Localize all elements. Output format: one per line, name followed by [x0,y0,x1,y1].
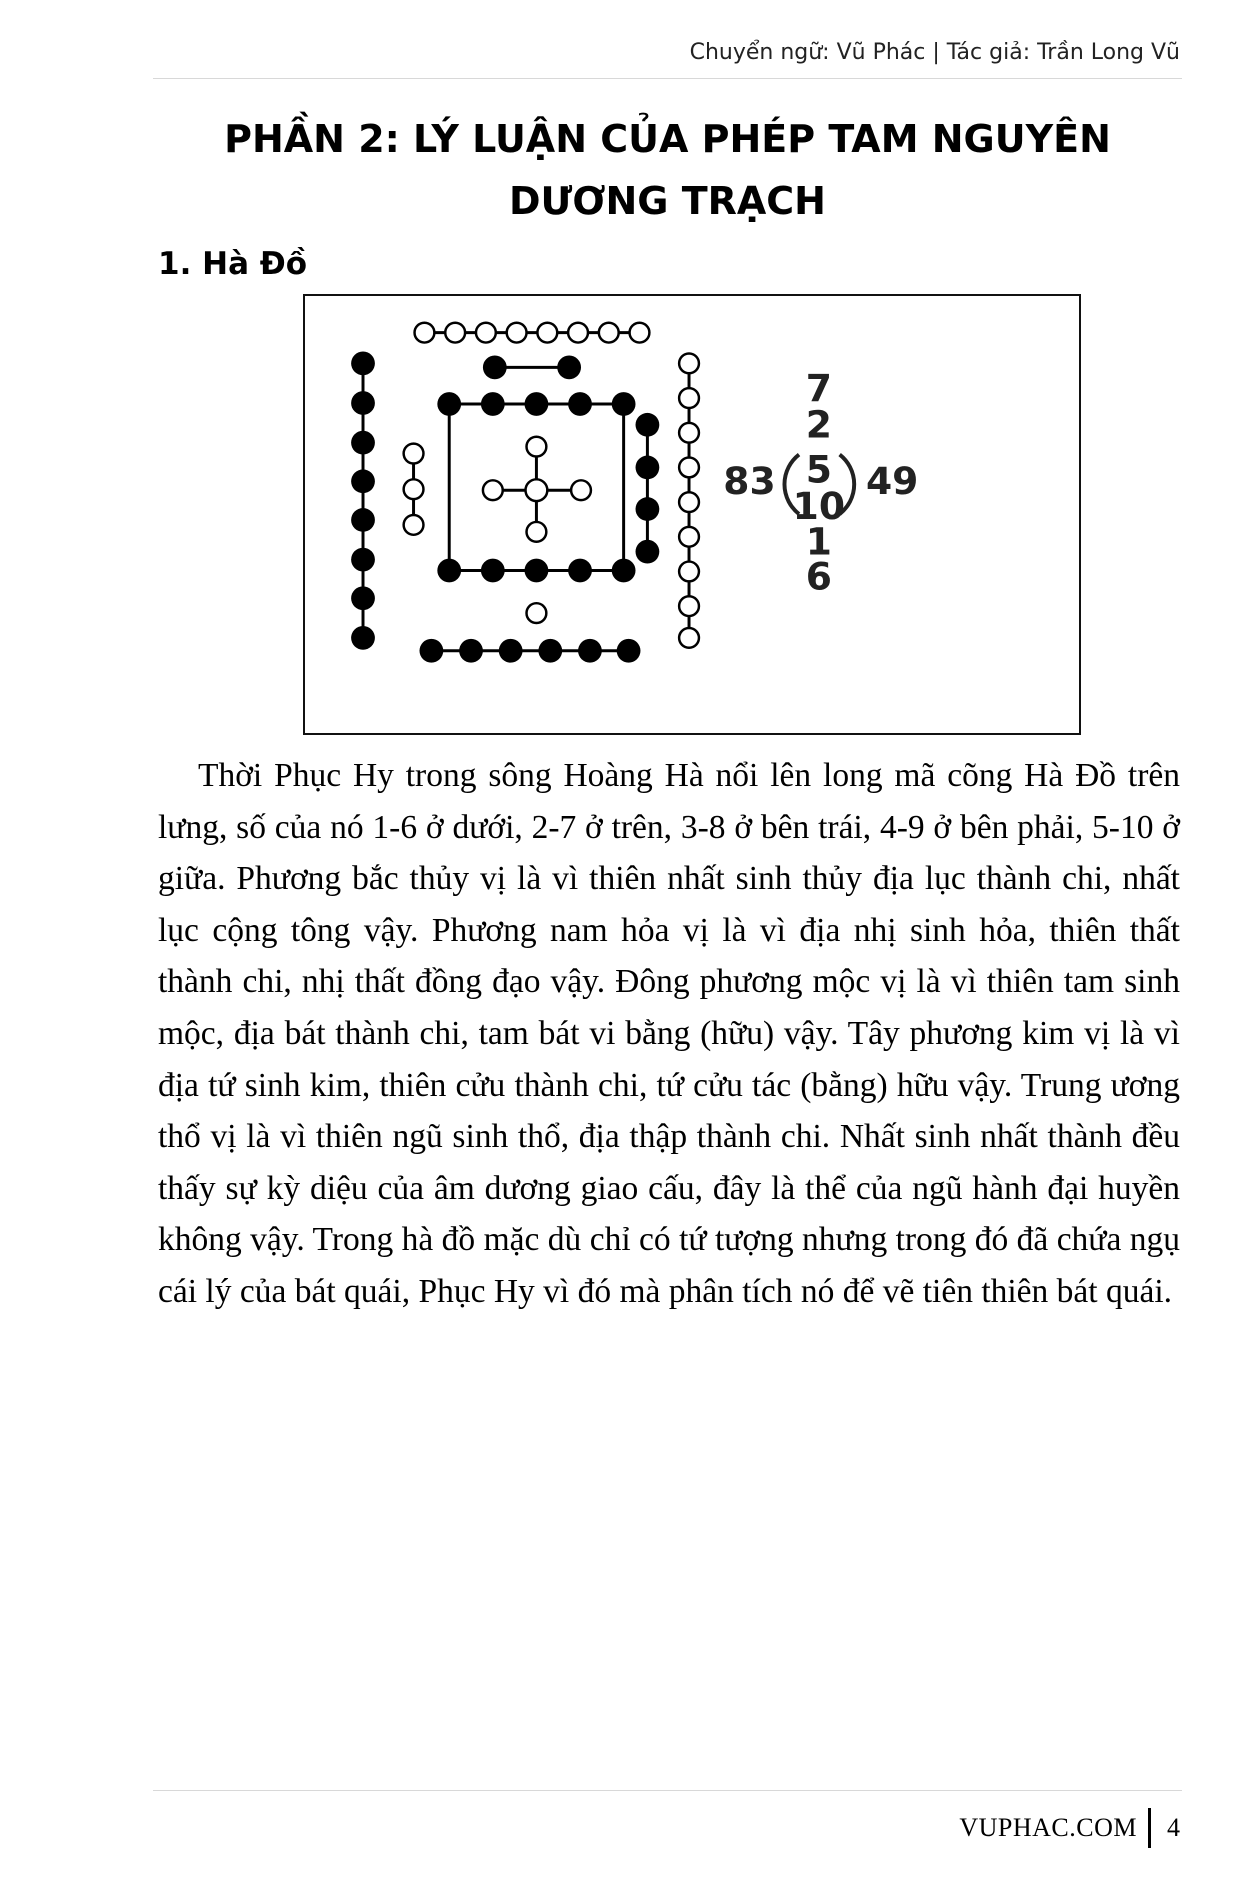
page-number: 4 [1167,1813,1180,1842]
black-dots [351,351,659,662]
number-left: 83 [723,459,776,504]
page-header [153,40,1182,79]
number-center-top: 5 [805,447,832,492]
ha-do-diagram [305,296,1079,733]
diagram-numbers [723,366,918,598]
footer-site-name: VUPHAC.COM [959,1813,1137,1842]
body-paragraph: Thời Phục Hy trong sông Hoàng Hà nổi lên long mã cõng Hà Đồ trên lưng, số của nó 1-6 ở dưới, 2-7 ở trên, 3-8 ở bên trái, 4-9 ở bên phải, 5-10 ở giữa. Phương bắc thủy vị là vì thiên nhất sinh thủy địa lục thành chi, nhất lục cộng tông vậy. Phương nam hỏa vị là vì địa nhị sinh hỏa, thiên thất thành chi, nhị thất đồng đạo vậy. Đông phương mộc vị là vì thiên tam sinh mộc, địa bát thành chi, tam bát vi bằng (hữu) vậy. Tây phương kim vị là vì địa tứ sinh kim, thiên cửu thành chi, tứ cửu tác (bằng) hữu vậy. Trung ương thổ vị là vì thiên ngũ sinh thổ, địa thập thành chi. Nhất sinh nhất thành đều thấy sự kỳ diệu của âm dương giao cấu, đây là thể của ngũ hành đại huyền không vậy. Trong hà đồ mặc dù chỉ có tứ tượng nhưng trong đó đã chứa ngụ cái lý của bát quái, Phục Hy vì đó mà phân tích nó để vẽ tiên thiên bát quái. [158,757,1180,1310]
header-credits: Chuyển ngữ: Vũ Phác | Tác giả: Trần Long Vũ [689,40,1180,65]
number-bottom-1: 1 [805,519,832,564]
page-title [153,108,1182,232]
title-line-1: PHẦN 2: LÝ LUẬN CỦA PHÉP TAM NGUYÊN [224,117,1111,161]
page-footer [153,1790,1182,1842]
number-top-7: 7 [805,366,832,411]
number-center-bottom: 10 [792,483,846,528]
section-heading: 1. Hà Đồ [158,246,308,282]
footer-divider [1148,1808,1151,1848]
ha-do-figure [303,294,1081,735]
number-bottom-6: 6 [805,554,832,599]
title-line-2: DƯƠNG TRẠCH [509,179,826,223]
number-top-2: 2 [805,402,832,447]
number-right: 49 [865,459,919,504]
